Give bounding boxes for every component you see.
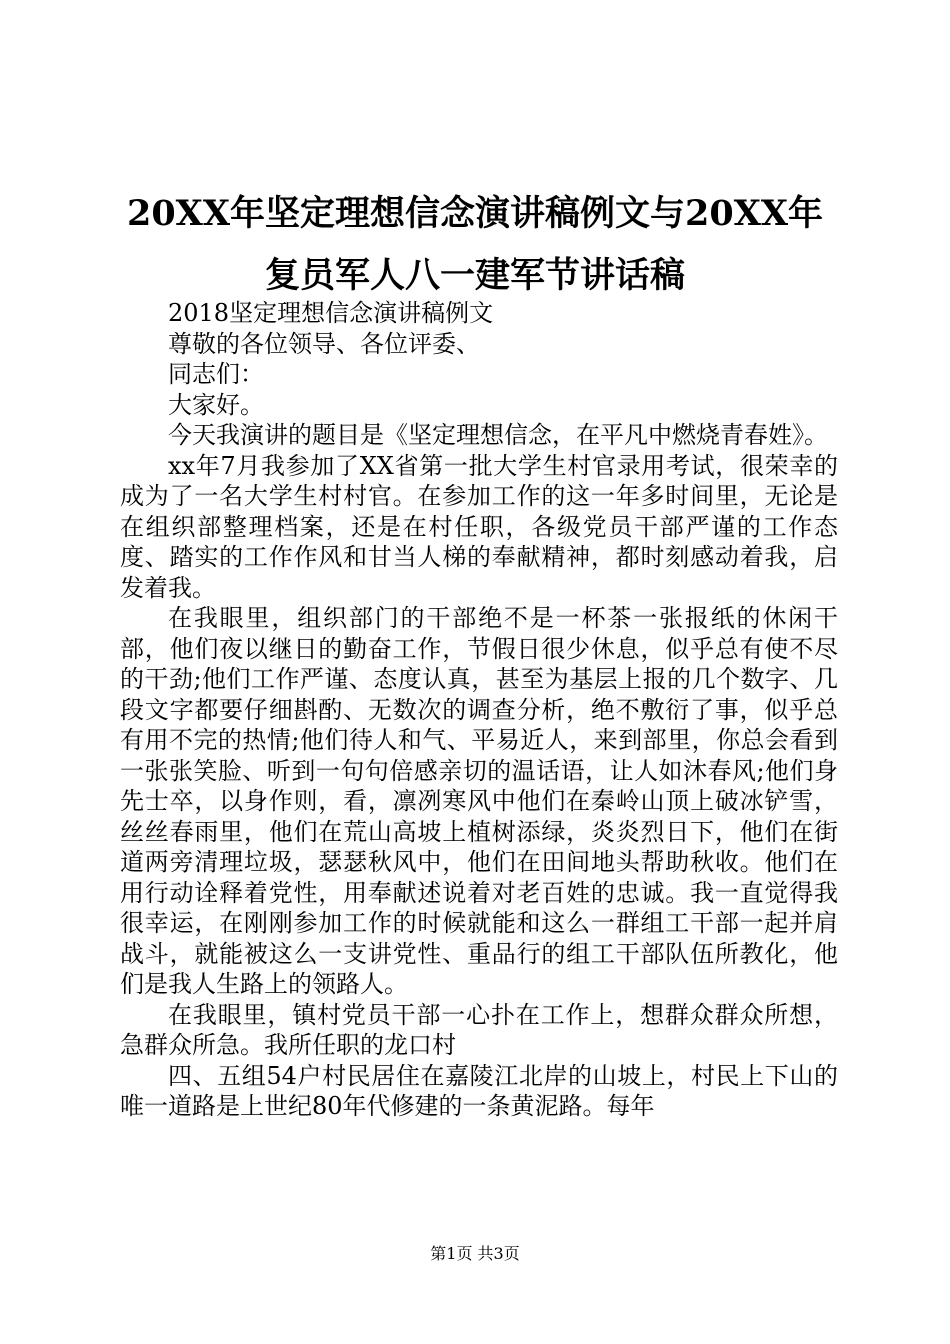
page-number-footer: 第1页 共3页 [430, 1244, 520, 1263]
paragraph-village-cadres: 在我眼里，镇村党员干部一心扑在工作上，想群众群众所想，急群众所急。我所任职的龙口村 [120, 1000, 838, 1059]
paragraph-topic: 今天我演讲的题目是《坚定理想信念，在平凡中燃烧青春姓》。 [168, 421, 828, 449]
paragraph-organization-cadres: 在我眼里，组织部门的干部绝不是一杯茶一张报纸的休闲干部，他们夜以继日的勤奋工作，节假日很少休息，似乎总有使不尽的干劲;他们工作严谨、态度认真，甚至为基层上报的几个数字、几段文字都要仔细斟酌、无数次的调查分析，绝不敷衍了事，似乎总有用不完的热情;他们待人和气、平易近人，来到部里，你总会看到一张张笑脸、听到一句句倍感亲切的温话语，让人如沐春风;他们身先士卒，以身作则，看，凛冽寒风中他们在秦岭山顶上破冰铲雪，丝丝春雨里，他们在荒山高坡上植树添绿，炎炎烈日下，他们在街道两旁清理垃圾，瑟瑟秋风中，他们在田间地头帮助秋收。他们在用行动诠释着党性，用奉献述说着对老百姓的忠诚。我一直觉得我很幸运，在刚刚参加工作的时候就能和这么一群组工干部一起并肩战斗，就能被这么一支讲党性、重品行的组工干部队伍所教化，他们是我人生路上的领路人。 [120, 604, 838, 998]
paragraph-salutation: 尊敬的各位领导、各位评委、 [168, 329, 480, 358]
paragraph-exam: xx年7月我参加了XX省第一批大学生村官录用考试，很荣幸的成为了一名大学生村村官。在参加工作的这一年多时间里，无论是在组织部整理档案，还是在村任职，各级党员干部严谨的工作态度、踏实的工作作风和甘当人梯的奉献精神，都时刻感动着我，启发着我。 [120, 451, 838, 602]
paragraph-villagers-road: 四、五组54户村民居住在嘉陵江北岸的山坡上，村民上下山的唯一道路是上世纪80年代修建的一条黄泥路。每年 [120, 1061, 838, 1120]
paragraph-greeting: 大家好。 [168, 390, 264, 419]
document-title: 20XX年坚定理想信念演讲稿例文与20XX年复员军人八一建军节讲话稿 [126, 193, 824, 296]
paragraph-speech-heading: 2018坚定理想信念演讲稿例文 [168, 299, 494, 327]
paragraph-comrades: 同志们： [168, 360, 264, 388]
document-body [120, 298, 838, 1122]
